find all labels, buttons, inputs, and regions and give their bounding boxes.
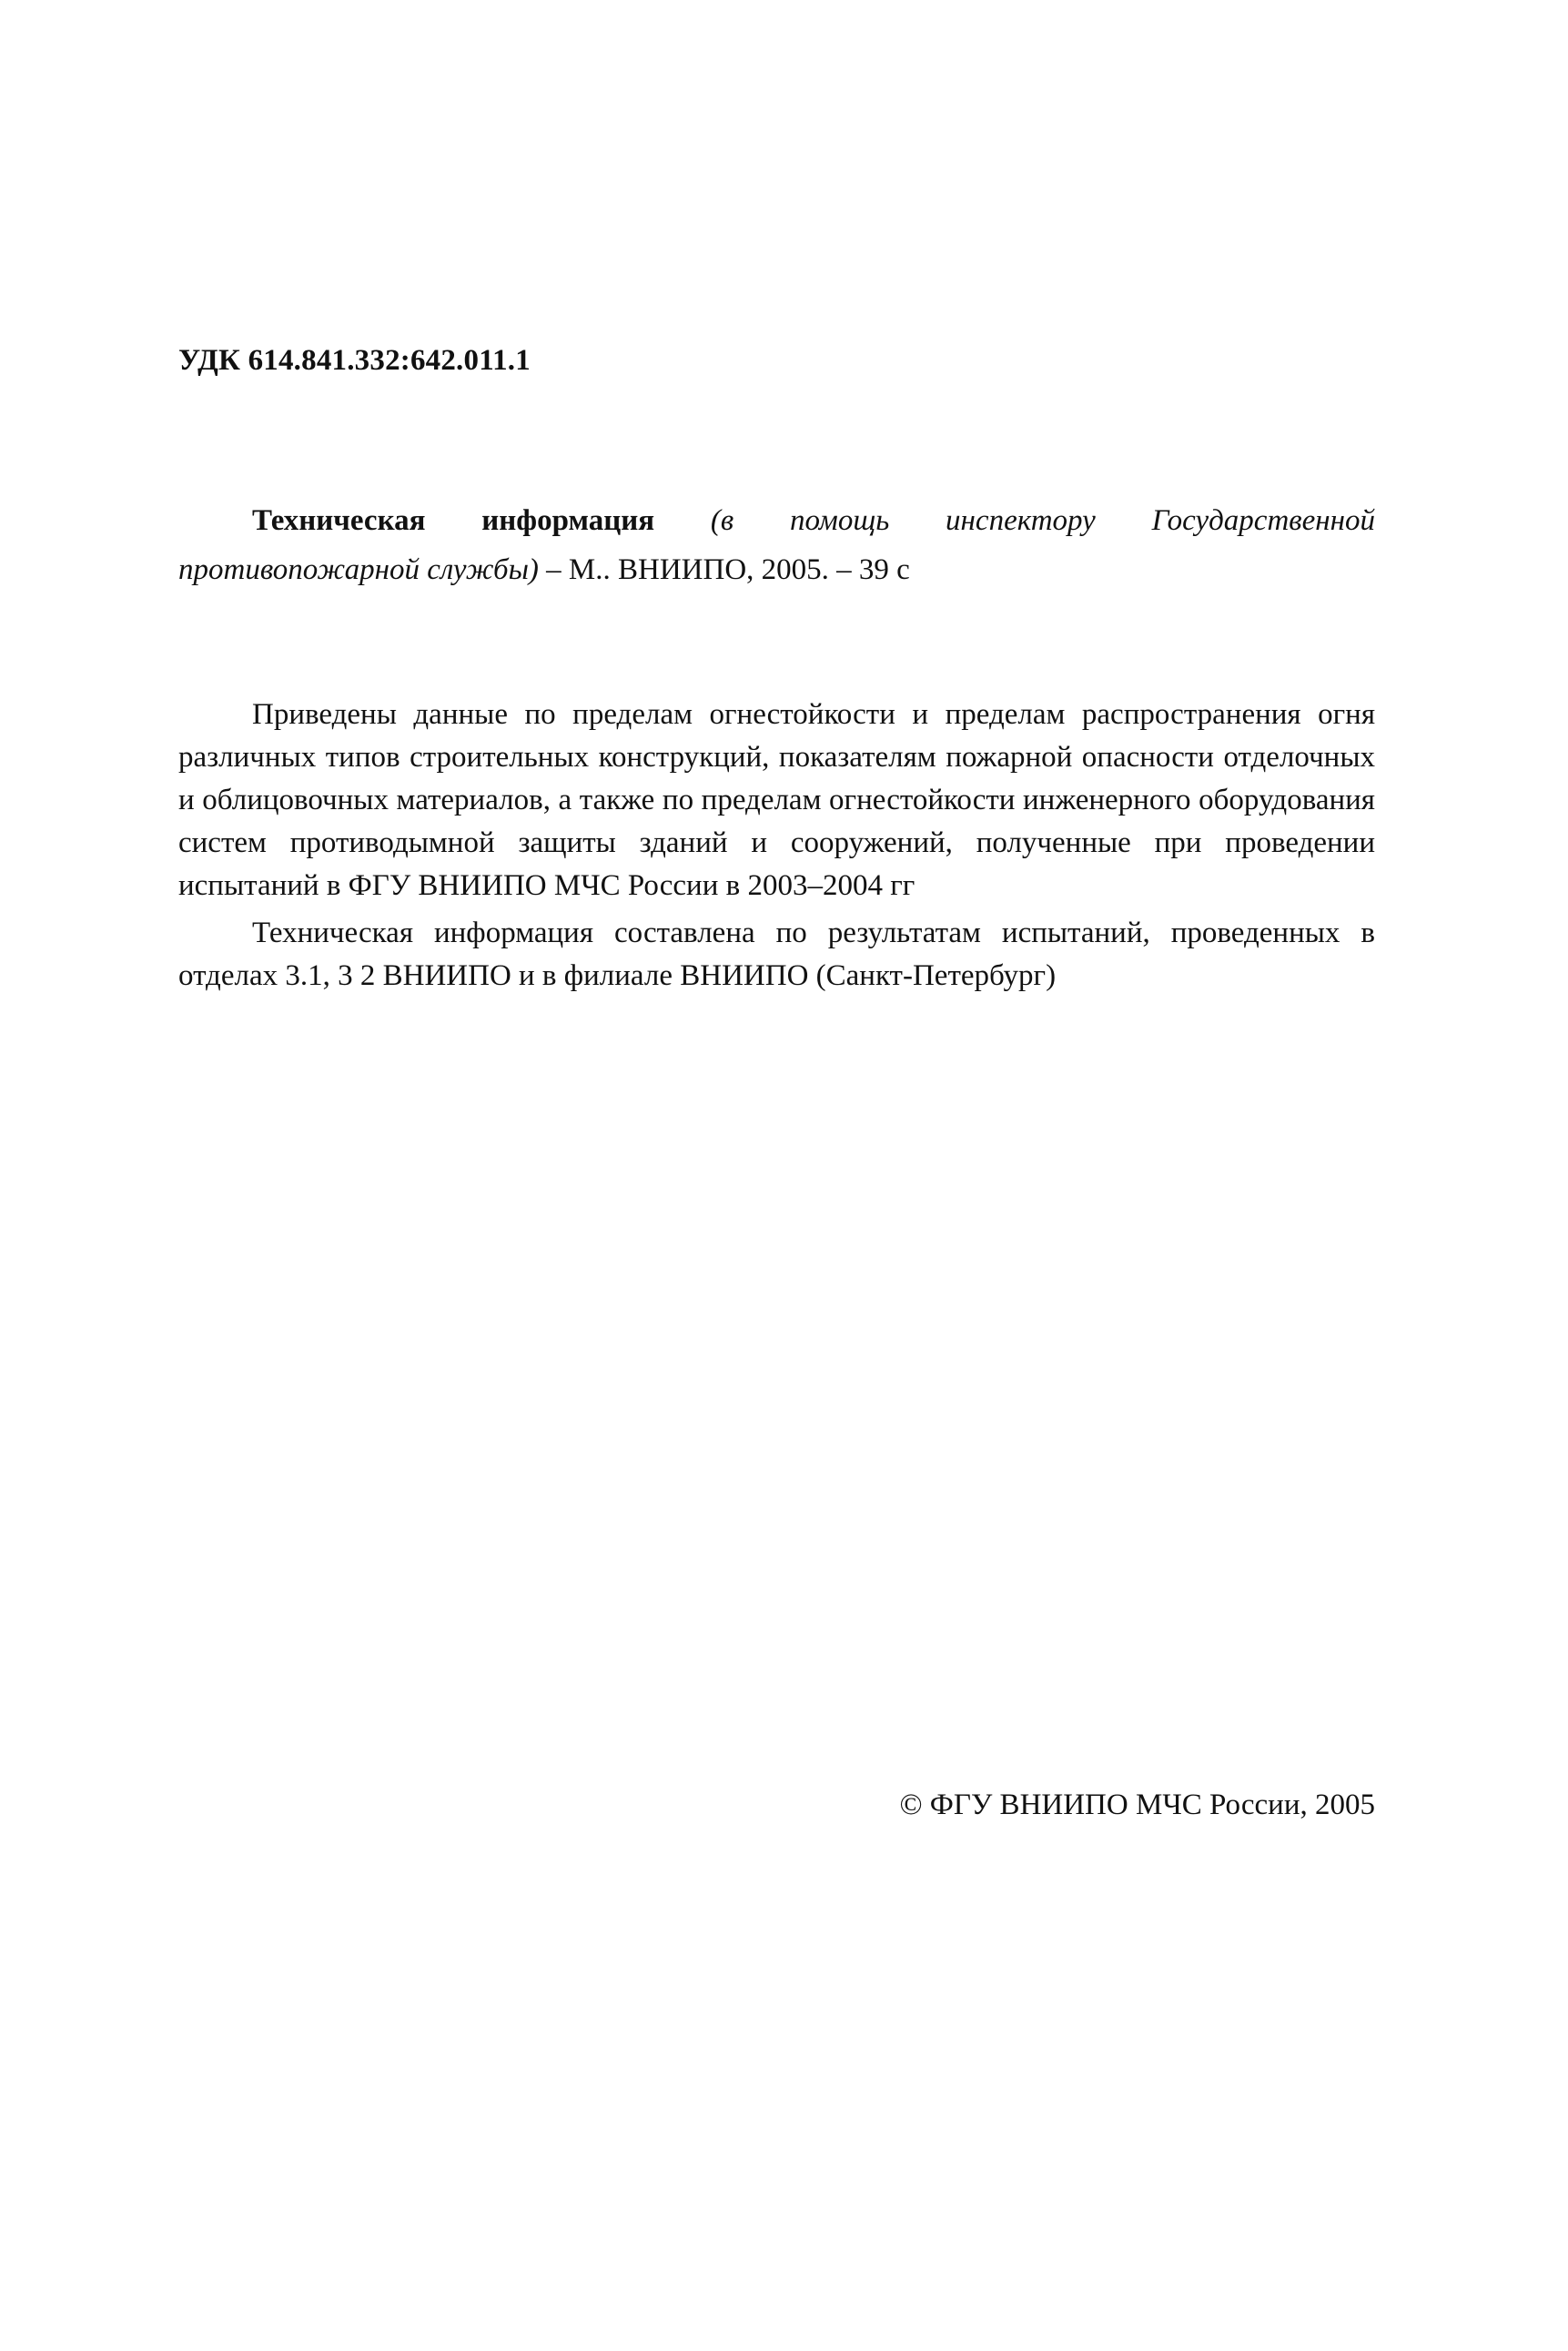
abstract-paragraph-1: Приведены данные по пределам огнестойкости и пределам распространения огня различных типов строительных конструкций, показателям пожарной опасности отделочных и облицовочных материалов, а также по пределам огнестойкости инженерного оборудования систем противодымной защиты зданий и сооружений, полученные при проведении испытаний в ФГУ ВНИИПО МЧС России в 2003–2004 гг	[178, 698, 1375, 902]
publication-note: (в помощь инспектору Государственной противопожарной службы)	[178, 504, 1375, 586]
abstract-paragraph-2: Техническая информация составлена по результатам испытаний, проведенных в отделах 3.1, 3 2 ВНИИПО и в филиале ВНИИПО (Санкт-Петербург)	[178, 917, 1375, 992]
copyright-notice: © ФГУ ВНИИПО МЧС России, 2005	[899, 1789, 1375, 1821]
udc-code: УДК 614.841.332:642.011.1	[178, 344, 531, 377]
abstract	[178, 694, 1375, 1002]
publication-imprint: – М.. ВНИИПО, 2005. – 39 с	[546, 553, 910, 586]
bibliographic-reference	[178, 496, 1375, 594]
publication-title: Техническая информация	[252, 504, 655, 537]
